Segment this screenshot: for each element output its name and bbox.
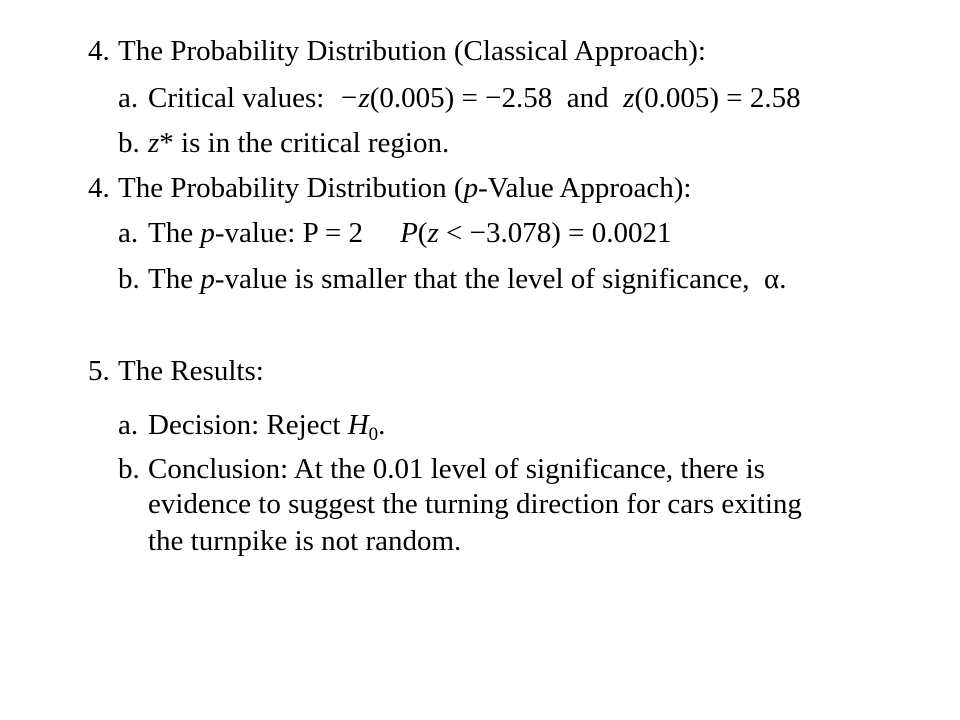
section-heading: The Probability Distribution (Classical Approach): xyxy=(118,35,706,67)
z-symbol: z xyxy=(397,217,409,249)
item-marker: a. xyxy=(118,409,139,441)
p-value-comparison-text xyxy=(148,262,786,296)
critical-region-text xyxy=(148,126,449,160)
item-marker: a. xyxy=(118,217,139,249)
critical-values-text xyxy=(148,81,801,115)
p-value-text xyxy=(148,216,672,250)
conclusion-text-3: the turnpike is not random. xyxy=(148,525,462,557)
decision-label: Decision: Reject xyxy=(148,409,348,441)
p-symbol: p xyxy=(200,263,215,295)
period: . xyxy=(779,263,787,295)
section-number: 5. xyxy=(88,355,110,387)
section-heading xyxy=(118,171,691,205)
z-symbol: z xyxy=(623,82,635,114)
p-symbol: p xyxy=(463,172,479,204)
p-value-mid: -value: P = 2 xyxy=(214,217,371,249)
conclusion-text-1: Conclusion: At the 0.01 level of significance, there is xyxy=(148,453,765,485)
hypothesis-symbol: H xyxy=(347,409,369,441)
section-number: 4. xyxy=(88,172,110,204)
heading-post: -Value Approach): xyxy=(478,172,692,204)
conjunction: and xyxy=(566,82,609,114)
p-value-pre: The xyxy=(148,217,201,249)
open-paren: ( xyxy=(387,217,398,249)
heading-pre: The Probability Distribution ( xyxy=(118,172,464,204)
item-marker: b. xyxy=(118,263,140,295)
item-marker: b. xyxy=(118,453,140,485)
item-marker: a. xyxy=(118,82,139,114)
hypothesis-subscript: 0 xyxy=(368,424,379,445)
critical-region-rest: * is in the critical region. xyxy=(159,127,450,159)
item-marker: b. xyxy=(118,127,140,159)
z-star-symbol: z xyxy=(148,127,160,159)
section-heading: The Results: xyxy=(118,355,264,387)
conclusion-text-2: evidence to suggest the turning direction for cars exiting xyxy=(148,488,802,520)
p-value-tail: < −3.078) = 0.0021 xyxy=(408,217,642,249)
comparison-mid: -value is smaller that the level of significance, xyxy=(214,263,750,295)
p-symbol: p xyxy=(200,217,215,249)
period: . xyxy=(378,409,386,441)
critical-values-label: Critical values: xyxy=(148,82,325,114)
z-value: (0.005) = 2.58 xyxy=(634,82,801,114)
decision-text xyxy=(148,408,386,445)
neg-z-value: (0.005) = −2.58 xyxy=(369,82,553,114)
probability-symbol: P xyxy=(370,217,388,249)
section-number: 4. xyxy=(88,35,110,67)
comparison-pre: The xyxy=(148,263,201,295)
neg-z-symbol: −z xyxy=(338,82,370,114)
alpha-symbol: α xyxy=(764,263,780,295)
